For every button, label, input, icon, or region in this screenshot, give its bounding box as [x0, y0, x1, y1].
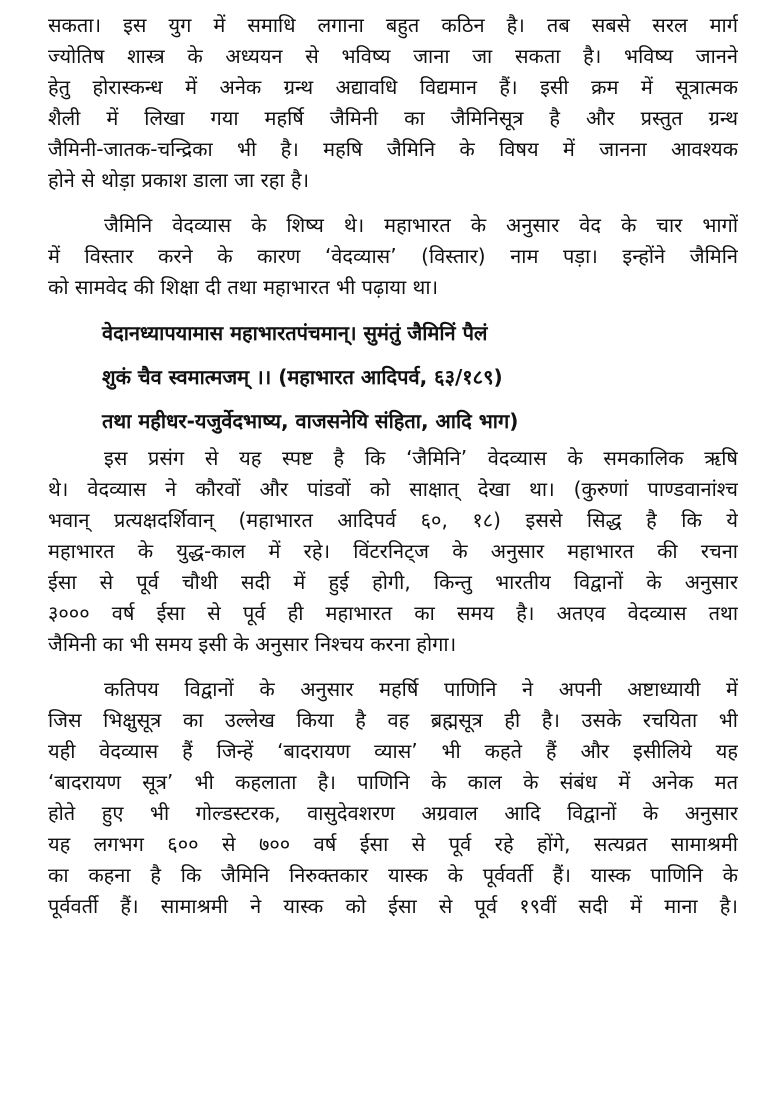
paragraph: [48, 10, 738, 196]
text-line: जैमिनी का भी समय इसी के अनुसार निश्चय करना होगा।: [48, 632, 457, 656]
text-line: ईसा से पूर्व चौथी सदी में हुई होगी, किन्तु भारतीय विद्वानों के अनुसार: [48, 570, 738, 594]
text-line: महाभारत के युद्ध-काल में रहे। विंटरनिट्ज के अनुसार महाभारत की रचना: [48, 539, 738, 563]
text-line: जैमिनि वेदव्यास के शिष्य थे। महाभारत के अनुसार वेद के चार भागों: [104, 213, 738, 237]
text-line: में विस्तार करने के कारण ‘वेदव्यास’ (विस्तार) नाम पड़ा। इन्होंने जैमिनि: [48, 244, 738, 268]
paragraph: [48, 443, 738, 660]
verse-line: तथा महीधर-यजुर्वेदभाष्य, वाजसनेयि संहिता, आदि भाग): [102, 409, 519, 433]
text-line: ३००० वर्ष ईसा से पूर्व ही महाभारत का समय है। अतएव वेदव्यास तथा: [48, 601, 738, 625]
text-line: इस प्रसंग से यह स्पष्ट है कि ‘जैमिनि’ वेदव्यास के समकालिक ऋषि: [104, 446, 738, 470]
text-line: शैली में लिखा गया महर्षि जैमिनी का जैमिनिसूत्र है और प्रस्तुत ग्रन्थ: [48, 106, 738, 130]
text-line: होने से थोड़ा प्रकाश डाला जा रहा है।: [48, 168, 310, 192]
text-line: सकता। इस युग में समाधि लगाना बहुत कठिन है। तब सबसे सरल मार्ग: [48, 13, 738, 37]
text-line: जिस भिक्षुसूत्र का उल्लेख किया है वह ब्रह्मसूत्र ही है। उसके रचयिता भी: [48, 708, 738, 732]
paragraph: [48, 674, 738, 922]
verse-line: शुकं चैव स्वमात्मजम् ।। (महाभारत आदिपर्व, ६३/१८९): [102, 365, 503, 389]
text-line: यही वेदव्यास हैं जिन्हें ‘बादरायण व्यास’ भी कहते हैं और इसीलिये यह: [48, 739, 738, 763]
text-line: को सामवेद की शिक्षा दी तथा महाभारत भी पढ़ाया था।: [48, 275, 439, 299]
verse-block: [48, 311, 738, 443]
paragraph: [48, 210, 738, 303]
text-line: जैमिनी-जातक-चन्द्रिका भी है। महषि जैमिनि के विषय में जानना आवश्यक: [48, 137, 738, 161]
text-line: यह लगभग ६०० से ७०० वर्ष ईसा से पूर्व रहे होंगे, सत्यव्रत सामाश्रमी: [48, 832, 738, 856]
text-line: भवान् प्रत्यक्षदर्शिवान् (महाभारत आदिपर्व ६०, १८) इससे सिद्ध है कि ये: [48, 508, 738, 532]
text-line: थे। वेदव्यास ने कौरवों और पांडवों को साक्षात् देखा था। (कुरुणां पाण्डवानांश्च: [48, 477, 738, 501]
text-line: हेतु होरास्कन्ध में अनेक ग्रन्थ अद्यावधि विद्यमान हैं। इसी क्रम में सूत्रात्मक: [48, 75, 738, 99]
document-page: [48, 10, 738, 922]
verse-line: वेदानध्यापयामास महाभारतपंचमान्। सुमंतुं जैमिनिं पैलं: [102, 321, 488, 345]
text-line: पूर्ववर्ती हैं। सामाश्रमी ने यास्क को ईसा से पूर्व १९वीं सदी में माना है।: [48, 894, 738, 918]
text-line: ‘बादरायण सूत्र’ भी कहलाता है। पाणिनि के काल के संबंध में अनेक मत: [48, 770, 738, 794]
text-line: ज्योतिष शास्त्र के अध्ययन से भविष्य जाना जा सकता है। भविष्य जानने: [48, 44, 738, 68]
text-line: का कहना है कि जैमिनि निरुक्तकार यास्क के पूर्ववर्ती हैं। यास्क पाणिनि के: [48, 863, 738, 887]
text-line: होते हुए भी गोल्डस्टरक, वासुदेवशरण अग्रवाल आदि विद्वानों के अनुसार: [48, 801, 738, 825]
text-line: कतिपय विद्वानों के अनुसार महर्षि पाणिनि ने अपनी अष्टाध्यायी में: [104, 677, 738, 701]
